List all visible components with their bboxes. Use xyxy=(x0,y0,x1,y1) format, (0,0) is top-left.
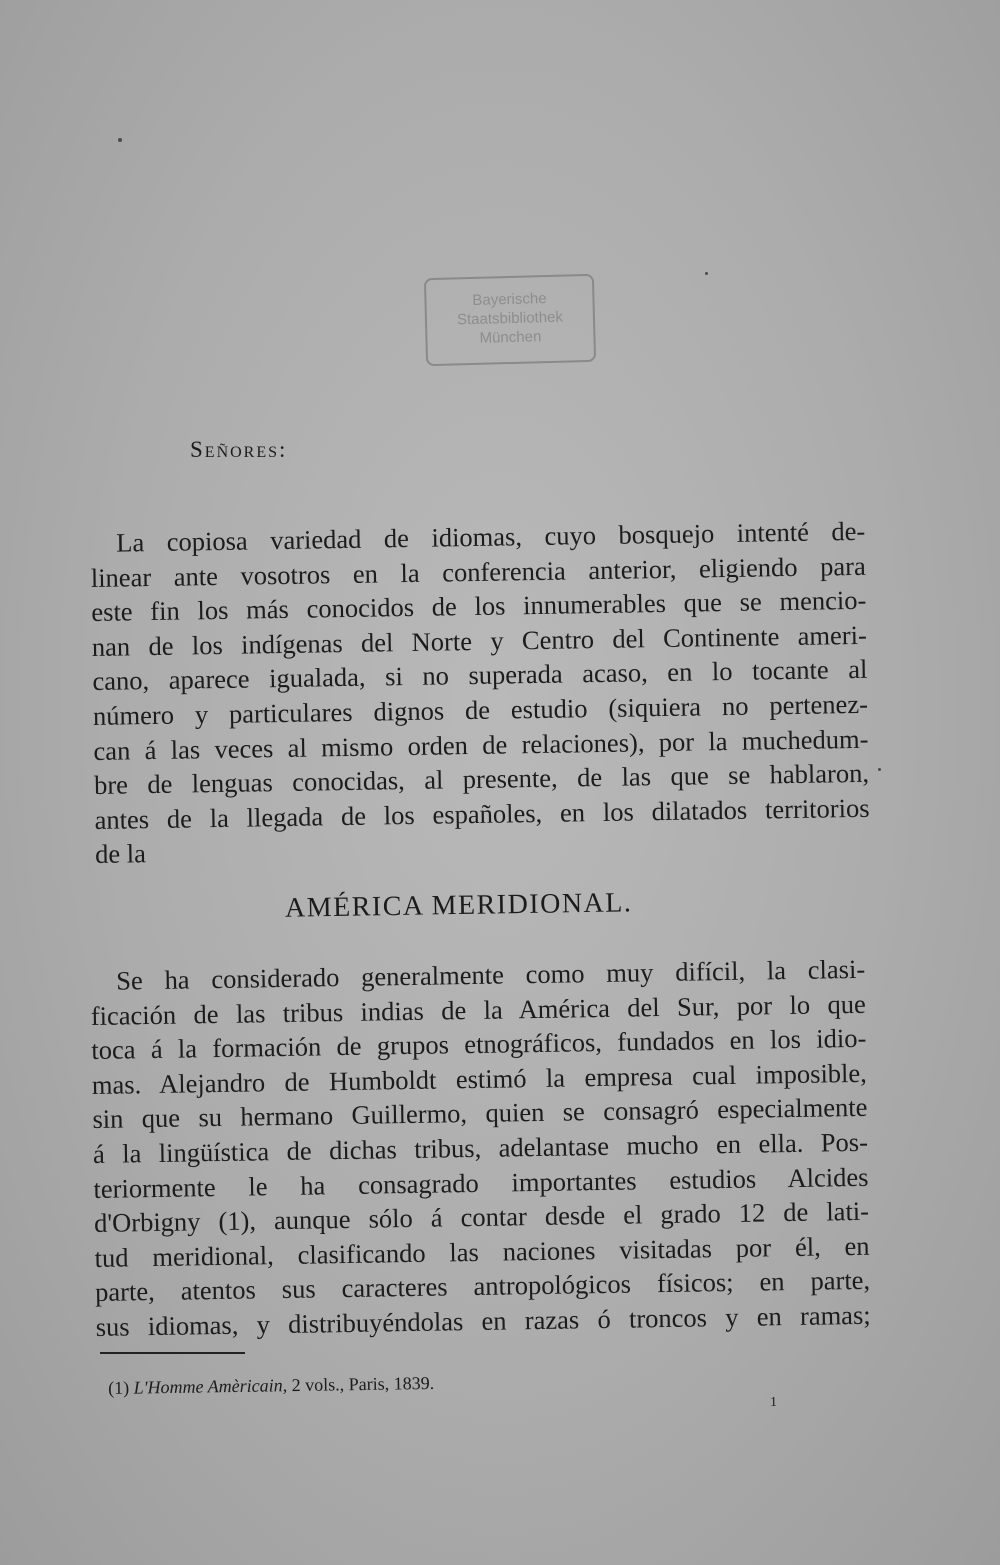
footnote-rule xyxy=(100,1352,245,1354)
text-line: ficación de las tribus indias de la América del Sur, por lo que xyxy=(90,988,866,1031)
text-line: este fin los más conocidos de los innumerables que se mencio- xyxy=(91,585,867,628)
salutation-heading: Señores: xyxy=(190,437,288,462)
stamp-line: München xyxy=(479,328,542,347)
stamp-line: Staatsbibliothek xyxy=(456,308,564,329)
text-line: parte, atentos sus caracteres antropológicos físicos; en parte, xyxy=(94,1265,871,1308)
footnote-marker: (1) xyxy=(108,1377,130,1398)
footnote-detail: 2 vols., Paris, 1839. xyxy=(291,1372,435,1396)
text-line: nan de los indígenas del Norte y Centro del Continente ameri- xyxy=(91,619,868,662)
paragraph-intro xyxy=(90,514,870,872)
text-line: de la xyxy=(94,838,147,870)
print-speck xyxy=(118,138,122,142)
text-line: d'Orbigny (1), aunque sólo á contar desde el grado 12 de lati- xyxy=(93,1195,870,1239)
text-line: can á las veces al mismo orden de relaciones), por la muchedum- xyxy=(93,723,869,766)
print-speck xyxy=(878,768,881,771)
text-line: sus idiomas, y distribuyéndolas en razas ó troncos y en ramas; xyxy=(95,1299,871,1342)
footnote-title: L'Homme Amèricain, xyxy=(133,1375,288,1398)
paragraph-classification xyxy=(90,952,871,1345)
page-number: 1 xyxy=(770,1395,777,1410)
text-line: sin que su hermano Guillermo, quien se consagró especialmente xyxy=(92,1092,868,1135)
print-speck xyxy=(705,272,708,275)
text-line: linear ante vosotros en la conferencia anterior, eligiendo para xyxy=(90,550,866,593)
stamp-line: Bayerische xyxy=(472,290,547,309)
text-line: á la lingüística de dichas tribus, adelantase mucho en ella. Pos- xyxy=(92,1126,869,1169)
text-line: número y particulares dignos de estudio (siquiera no pertenez- xyxy=(92,688,869,731)
text-line: tud meridional, clasificando las naciones visitadas por él, en xyxy=(94,1230,870,1273)
text-line: bre de lenguas conocidas, al presente, de las que se hablaron, xyxy=(93,757,870,801)
footnote xyxy=(108,1373,434,1399)
text-line: antes de la llegada de los españoles, en los dilatados territorios xyxy=(94,792,870,835)
text-line: La copiosa variedad de idiomas, cuyo bosquejo intenté de- xyxy=(116,515,866,558)
text-line: teriormente le ha consagrado importantes estudios Alcides xyxy=(93,1161,869,1204)
text-line: cano, aparece igualada, si no superada acaso, en lo tocante al xyxy=(92,654,868,697)
section-title: AMÉRICA MERIDIONAL. xyxy=(284,887,633,924)
text-line: mas. Alejandro de Humboldt estimó la empresa cual imposible, xyxy=(91,1057,868,1100)
text-line: toca á la formación de grupos etnográficos, fundados en los idio- xyxy=(91,1023,867,1066)
library-stamp xyxy=(424,274,596,366)
text-line: Se ha considerado generalmente como muy difícil, la clasi- xyxy=(116,953,866,996)
